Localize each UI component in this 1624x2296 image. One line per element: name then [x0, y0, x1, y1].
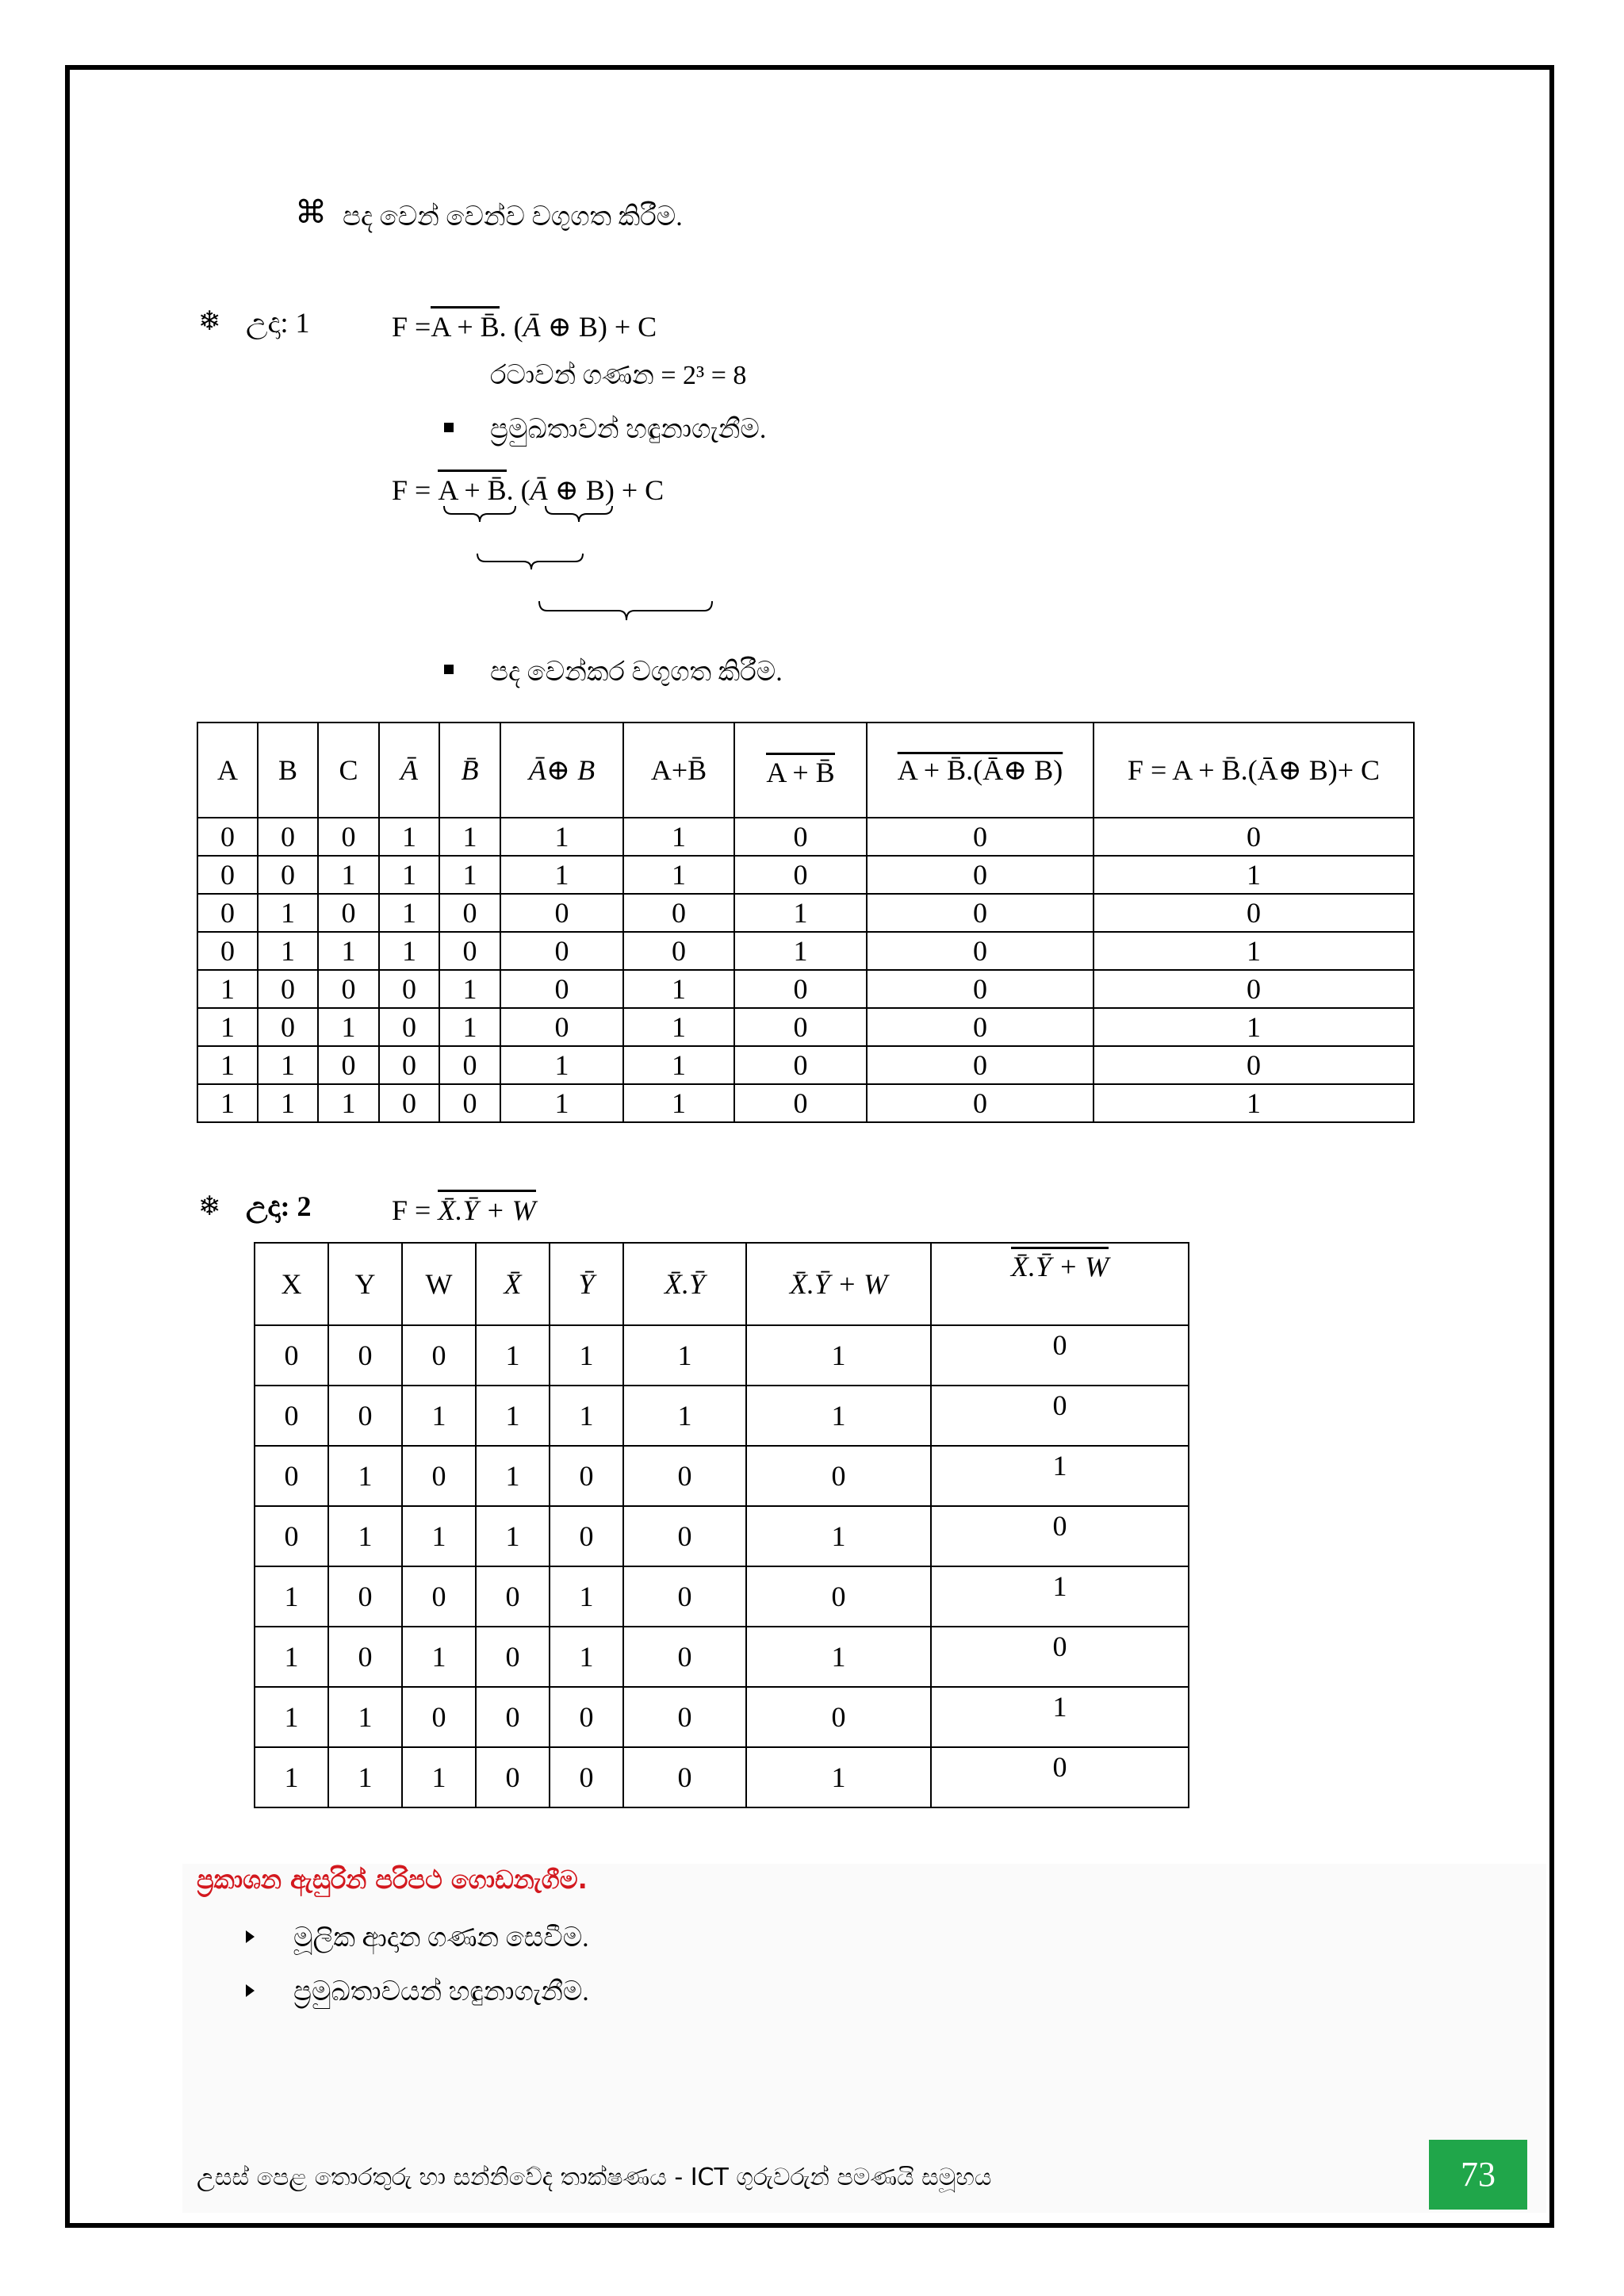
rows-count: රටාවන් ගණන = 2³ = 8: [490, 361, 747, 390]
formula-xor: ⊕ B) + C: [540, 311, 657, 343]
table-cell: 1: [623, 1325, 746, 1386]
table-cell: 1: [931, 1446, 1189, 1506]
table-cell: 1: [439, 970, 500, 1008]
table-row: [197, 818, 1414, 856]
section-heading: පද වෙන් වෙන්ව වගුගත කිරීම.: [343, 202, 683, 232]
table-cell: 1: [746, 1386, 931, 1446]
snowflake-icon: ❄: [198, 307, 221, 336]
header-cell: B̄: [439, 723, 500, 818]
bullet-identify: ප්‍රමුඛතාවන් හඳුනාගැනීම.: [490, 415, 767, 444]
table-cell: 1: [318, 1008, 379, 1046]
table-cell: 0: [255, 1506, 328, 1566]
table-cell: 1: [318, 856, 379, 894]
table-cell: 0: [931, 1325, 1189, 1386]
table-cell: 0: [623, 1506, 746, 1566]
table-cell: 0: [867, 818, 1094, 856]
table-cell: 1: [439, 856, 500, 894]
table-cell: 0: [476, 1747, 550, 1807]
table-cell: 1: [550, 1627, 623, 1687]
table-cell: 1: [258, 932, 318, 970]
header-overline: A + B̄.(Ā⊕ B): [897, 754, 1063, 786]
table-cell: 0: [328, 1386, 402, 1446]
table-cell: 0: [318, 818, 379, 856]
table-cell: 0: [402, 1566, 476, 1627]
table-cell: 0: [734, 818, 867, 856]
table-cell: 1: [623, 970, 734, 1008]
table-cell: 1: [623, 1386, 746, 1446]
table-cell: 0: [255, 1386, 328, 1446]
table-cell: 1: [931, 1687, 1189, 1747]
table-cell: 1: [328, 1747, 402, 1807]
table-cell: 0: [623, 1566, 746, 1627]
table-cell: 0: [931, 1506, 1189, 1566]
table-cell: 1: [734, 894, 867, 932]
header-cell: Ā: [379, 723, 439, 818]
table-cell: 0: [197, 932, 258, 970]
table-cell: 0: [328, 1566, 402, 1627]
table-cell: 1: [379, 894, 439, 932]
table-cell: 1: [255, 1687, 328, 1747]
header-cell: [931, 1243, 1189, 1325]
table-cell: 0: [623, 1627, 746, 1687]
table-cell: 0: [734, 1046, 867, 1084]
table-cell: 1: [197, 970, 258, 1008]
header-cell: C: [318, 723, 379, 818]
table-cell: 1: [623, 1046, 734, 1084]
table-row: [197, 856, 1414, 894]
table-cell: 0: [255, 1325, 328, 1386]
table-cell: 0: [439, 894, 500, 932]
example2-formula: [392, 1190, 536, 1227]
table-cell: 0: [1094, 1046, 1414, 1084]
table-cell: 1: [402, 1386, 476, 1446]
table-cell: 1: [476, 1506, 550, 1566]
table-cell: 1: [439, 818, 500, 856]
table-cell: 0: [1094, 894, 1414, 932]
formula-overline: A + B̄: [438, 470, 506, 507]
table-cell: 1: [402, 1747, 476, 1807]
table-cell: 1: [550, 1325, 623, 1386]
header-overline: X̄.Ȳ + W: [1011, 1247, 1109, 1282]
table-cell: 0: [623, 894, 734, 932]
table-cell: 0: [734, 970, 867, 1008]
table-cell: 1: [550, 1566, 623, 1627]
table-cell: 1: [328, 1506, 402, 1566]
table-cell: 1: [402, 1506, 476, 1566]
table-row: [255, 1687, 1189, 1747]
table-cell: 0: [867, 970, 1094, 1008]
table-cell: 1: [476, 1325, 550, 1386]
table-cell: 1: [402, 1627, 476, 1687]
header-cell: Ā⊕ B: [500, 723, 623, 818]
table-cell: 1: [746, 1627, 931, 1687]
table-cell: 1: [500, 1084, 623, 1122]
header-cell: [867, 723, 1094, 818]
table-cell: 0: [867, 856, 1094, 894]
brace-right: [546, 506, 612, 522]
table-cell: 0: [258, 970, 318, 1008]
triangle-bullet-icon: [246, 1930, 255, 1943]
table-cell: 0: [402, 1325, 476, 1386]
table-cell: 1: [439, 1008, 500, 1046]
table-cell: 1: [1094, 1008, 1414, 1046]
page-border: [65, 65, 1554, 2228]
table-cell: 0: [1094, 818, 1414, 856]
table-cell: 0: [439, 932, 500, 970]
table-cell: 0: [931, 1747, 1189, 1807]
table-cell: 0: [258, 818, 318, 856]
table-cell: 1: [1094, 932, 1414, 970]
table-row: [255, 1747, 1189, 1807]
table-cell: 0: [402, 1446, 476, 1506]
brace-outer: [539, 601, 712, 620]
formula-overline: A + B̄: [431, 306, 499, 343]
header-cell: [734, 723, 867, 818]
table-cell: 0: [402, 1687, 476, 1747]
table-cell: 0: [318, 970, 379, 1008]
table-cell: 0: [328, 1627, 402, 1687]
table-cell: 0: [746, 1446, 931, 1506]
table-cell: 0: [379, 970, 439, 1008]
table-row: [197, 1084, 1414, 1122]
table-cell: 0: [931, 1627, 1189, 1687]
table-cell: 0: [197, 856, 258, 894]
table-cell: 1: [258, 894, 318, 932]
table-row: [255, 1627, 1189, 1687]
header-cell: Y: [328, 1243, 402, 1325]
table-row: [197, 1046, 1414, 1084]
brace-left: [444, 506, 515, 522]
formula-prefix: F =: [392, 1194, 439, 1226]
table-cell: 1: [379, 932, 439, 970]
table-cell: 0: [550, 1687, 623, 1747]
table-cell: 0: [734, 1008, 867, 1046]
table-cell: 0: [867, 894, 1094, 932]
table-cell: 0: [623, 1687, 746, 1747]
table-cell: 1: [476, 1446, 550, 1506]
footer-text: උසස් පෙළ තොරතුරු හා සන්නිවේද තාක්ෂණය - ICT ගුරුවරුන් පමණයි සමූහය: [197, 2164, 992, 2191]
table-cell: 1: [1094, 1084, 1414, 1122]
table-row: [255, 1506, 1189, 1566]
header-cell: Ȳ: [550, 1243, 623, 1325]
header-cell: B: [258, 723, 318, 818]
table-cell: 1: [623, 1084, 734, 1122]
table-cell: 1: [1094, 856, 1414, 894]
table-cell: 0: [550, 1446, 623, 1506]
table-cell: 0: [734, 856, 867, 894]
table-cell: 1: [746, 1506, 931, 1566]
table-cell: 0: [318, 1046, 379, 1084]
table-cell: 1: [476, 1386, 550, 1446]
table-cell: 0: [500, 1008, 623, 1046]
header-cell: X̄.Ȳ: [623, 1243, 746, 1325]
table-cell: 1: [197, 1084, 258, 1122]
formula-prefix: F =: [392, 311, 431, 343]
table-cell: 0: [255, 1446, 328, 1506]
table1-header-row: [197, 723, 1414, 818]
table-cell: 0: [550, 1506, 623, 1566]
table-row: [255, 1566, 1189, 1627]
table-cell: 0: [867, 1008, 1094, 1046]
snowflake-icon: ❄: [198, 1192, 221, 1221]
table-cell: 1: [623, 818, 734, 856]
table-cell: 1: [379, 856, 439, 894]
table-cell: 1: [318, 1084, 379, 1122]
precedence-braces: [428, 500, 730, 634]
bullet-tabulate: පද වෙන්කර වගුගත කිරීම.: [490, 657, 783, 687]
table-row: [197, 1008, 1414, 1046]
table-cell: 1: [255, 1627, 328, 1687]
table-cell: 0: [1094, 970, 1414, 1008]
table-cell: 0: [197, 894, 258, 932]
header-cell: W: [402, 1243, 476, 1325]
table-cell: 1: [258, 1046, 318, 1084]
table-cell: 0: [500, 970, 623, 1008]
triangle-bullet-icon: [246, 1984, 255, 1997]
header-overline: A + B̄: [766, 753, 834, 788]
table-cell: 0: [734, 1084, 867, 1122]
table-cell: 0: [439, 1084, 500, 1122]
example1-label: උදා: 1: [246, 307, 310, 339]
header-cell: X̄.Ȳ + W: [746, 1243, 931, 1325]
table-cell: 1: [550, 1386, 623, 1446]
table-cell: 1: [500, 1046, 623, 1084]
truth-table-1: [197, 722, 1415, 1123]
formula-xor: ⊕ B) + C: [547, 474, 665, 506]
table-cell: 0: [258, 1008, 318, 1046]
table-row: [255, 1446, 1189, 1506]
table-cell: 1: [318, 932, 379, 970]
table-cell: 1: [379, 818, 439, 856]
formula-mid: . (: [499, 311, 523, 343]
table-cell: 0: [500, 932, 623, 970]
table-cell: 1: [500, 818, 623, 856]
table-cell: 1: [197, 1046, 258, 1084]
table-cell: 1: [746, 1747, 931, 1807]
table-cell: 0: [328, 1325, 402, 1386]
table-cell: 0: [623, 1446, 746, 1506]
truth-table-2: [254, 1242, 1189, 1808]
table-cell: 0: [867, 1084, 1094, 1122]
table-cell: 0: [623, 932, 734, 970]
formula-overline: X̄.Ȳ + W: [438, 1190, 535, 1227]
square-bullet-icon: [444, 665, 454, 674]
table-cell: 1: [255, 1747, 328, 1807]
table-cell: 1: [623, 856, 734, 894]
table-cell: 1: [931, 1566, 1189, 1627]
table-cell: 1: [734, 932, 867, 970]
table-cell: 0: [439, 1046, 500, 1084]
table-row: [197, 894, 1414, 932]
formula-abar: Ā: [523, 311, 541, 343]
square-bullet-icon: [444, 423, 454, 432]
table-cell: 1: [623, 1008, 734, 1046]
table-row: [197, 932, 1414, 970]
brace-middle: [477, 554, 583, 569]
table-cell: 0: [476, 1687, 550, 1747]
table-cell: 1: [197, 1008, 258, 1046]
table-cell: 1: [328, 1446, 402, 1506]
table2-header-row: [255, 1243, 1189, 1325]
table-cell: 0: [550, 1747, 623, 1807]
table-cell: 0: [867, 1046, 1094, 1084]
table-cell: 0: [258, 856, 318, 894]
header-cell: A: [197, 723, 258, 818]
table-cell: 0: [500, 894, 623, 932]
header-cell: X: [255, 1243, 328, 1325]
table-cell: 0: [379, 1084, 439, 1122]
table-cell: 0: [746, 1687, 931, 1747]
table-cell: 1: [258, 1084, 318, 1122]
header-cell: A+B̄: [623, 723, 734, 818]
table-cell: 0: [476, 1627, 550, 1687]
section-heading-red: ප්‍රකාශන ඇසුරින් පරිපථ ගොඩනැගීම.: [197, 1865, 588, 1895]
page-number: 73: [1429, 2140, 1527, 2210]
table-row: [255, 1325, 1189, 1386]
table-cell: 1: [746, 1325, 931, 1386]
table-cell: 1: [328, 1687, 402, 1747]
header-cell: X̄: [476, 1243, 550, 1325]
formula-mid: . (: [506, 474, 530, 506]
example2-label: උදා: 2: [246, 1190, 312, 1222]
table-cell: 0: [746, 1566, 931, 1627]
table-cell: 0: [931, 1386, 1189, 1446]
table-cell: 0: [197, 818, 258, 856]
formula-prefix: F =: [392, 474, 431, 506]
formula-abar: Ā: [530, 474, 548, 506]
example1-formula: [392, 306, 657, 343]
table-cell: 0: [379, 1008, 439, 1046]
header-cell: F = A + B̄.(Ā⊕ B)+ C: [1094, 723, 1414, 818]
table-cell: 0: [318, 894, 379, 932]
table-cell: 0: [867, 932, 1094, 970]
table-cell: 0: [623, 1747, 746, 1807]
table-cell: 1: [500, 856, 623, 894]
table-row: [197, 970, 1414, 1008]
command-icon: ⌘: [295, 194, 327, 230]
table-cell: 0: [476, 1566, 550, 1627]
point-2: ප්‍රමුඛතාවයන් හඳුනාගැනීම.: [293, 1977, 589, 2007]
table-cell: 1: [255, 1566, 328, 1627]
table-cell: 0: [379, 1046, 439, 1084]
table-row: [255, 1386, 1189, 1446]
point-1: මූලික ආදාන ගණන සෙවීම.: [293, 1923, 589, 1953]
